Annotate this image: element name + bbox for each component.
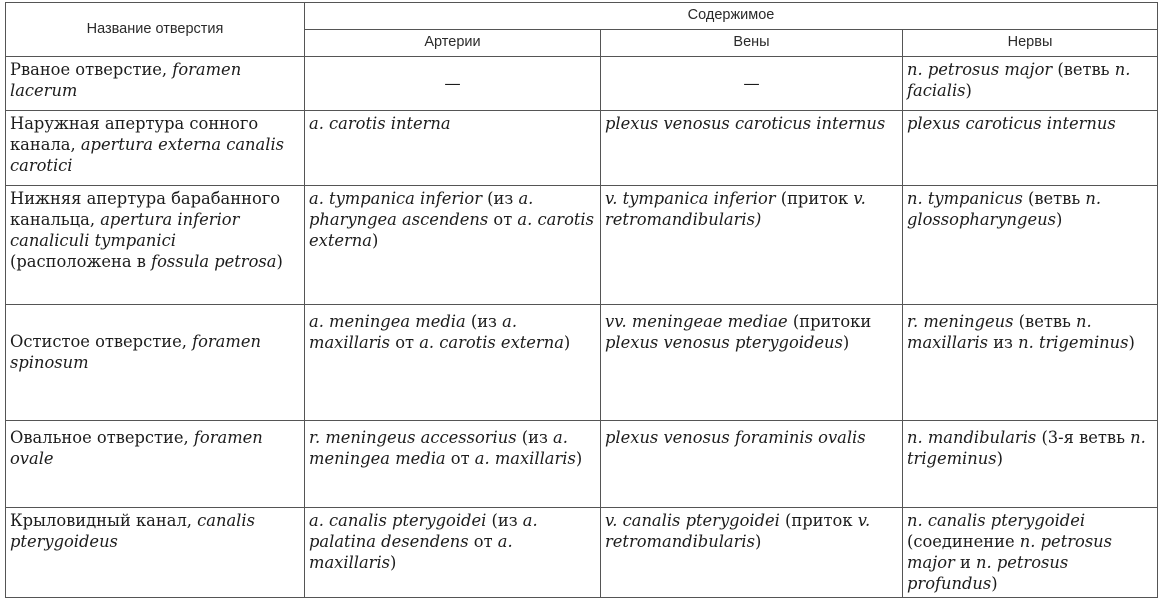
- row-artery-cell: —: [305, 57, 601, 111]
- table-row: [6, 305, 1158, 421]
- row-nerve-cell: n. mandibularis (3-я ветвь n. trigeminus): [903, 421, 1158, 508]
- row-artery-cell: a. carotis interna: [305, 111, 601, 186]
- header-nerves: Нервы: [903, 30, 1158, 57]
- row-name-cell: Овальное отверстие, foramen ovale: [6, 421, 305, 508]
- row-nerve-cell: r. meningeus (ветвь n. maxillaris из n. trigeminus): [903, 305, 1158, 421]
- header-contents: Содержимое: [305, 3, 1158, 30]
- table-row: [6, 421, 1158, 508]
- row-vein-cell: plexus venosus caroticus internus: [601, 111, 903, 186]
- header-arteries: Артерии: [305, 30, 601, 57]
- row-vein-cell: plexus venosus foraminis ovalis: [601, 421, 903, 508]
- row-name-cell: Наружная апертура сонного канала, apertura externa canalis carotici: [6, 111, 305, 186]
- header-veins: Вены: [601, 30, 903, 57]
- row-vein-cell: v. tympanica inferior (приток v. retromandibularis): [601, 186, 903, 305]
- row-name-cell: Крыловидный канал, canalis pterygoideus: [6, 508, 305, 598]
- table-row: [6, 508, 1158, 598]
- row-artery-cell: a. tympanica inferior (из a. pharyngea ascendens от a. carotis externa): [305, 186, 601, 305]
- table-row: [6, 111, 1158, 186]
- row-artery-cell: a. meningea media (из a. maxillaris от a. carotis externa): [305, 305, 601, 421]
- foramina-table: [5, 2, 1158, 598]
- row-nerve-cell: n. petrosus major (ветвь n. facialis): [903, 57, 1158, 111]
- header-name: Название отверстия: [6, 3, 305, 57]
- table-row: [6, 57, 1158, 111]
- row-vein-cell: —: [601, 57, 903, 111]
- row-name-cell: Рваное отверстие, foramen lacerum: [6, 57, 305, 111]
- row-name-cell: Остистое отверстие, foramen spinosum: [6, 305, 305, 421]
- row-artery-cell: r. meningeus accessorius (из a. meningea media от a. maxillaris): [305, 421, 601, 508]
- row-artery-cell: a. canalis pterygoidei (из a. palatina desendens от a. maxillaris): [305, 508, 601, 598]
- table-row: [6, 186, 1158, 305]
- row-nerve-cell: n. canalis pterygoidei (соединение n. petrosus major и n. petrosus profundus): [903, 508, 1158, 598]
- row-vein-cell: vv. meningeae mediae (притоки plexus venosus pterygoideus): [601, 305, 903, 421]
- row-nerve-cell: plexus caroticus internus: [903, 111, 1158, 186]
- row-vein-cell: v. canalis pterygoidei (приток v. retromandibularis): [601, 508, 903, 598]
- row-nerve-cell: n. tympanicus (ветвь n. glossopharyngeus): [903, 186, 1158, 305]
- row-name-cell: Нижняя апертура барабанного канальца, apertura inferior canaliculi tympanici (расположена в fossula petrosa): [6, 186, 305, 305]
